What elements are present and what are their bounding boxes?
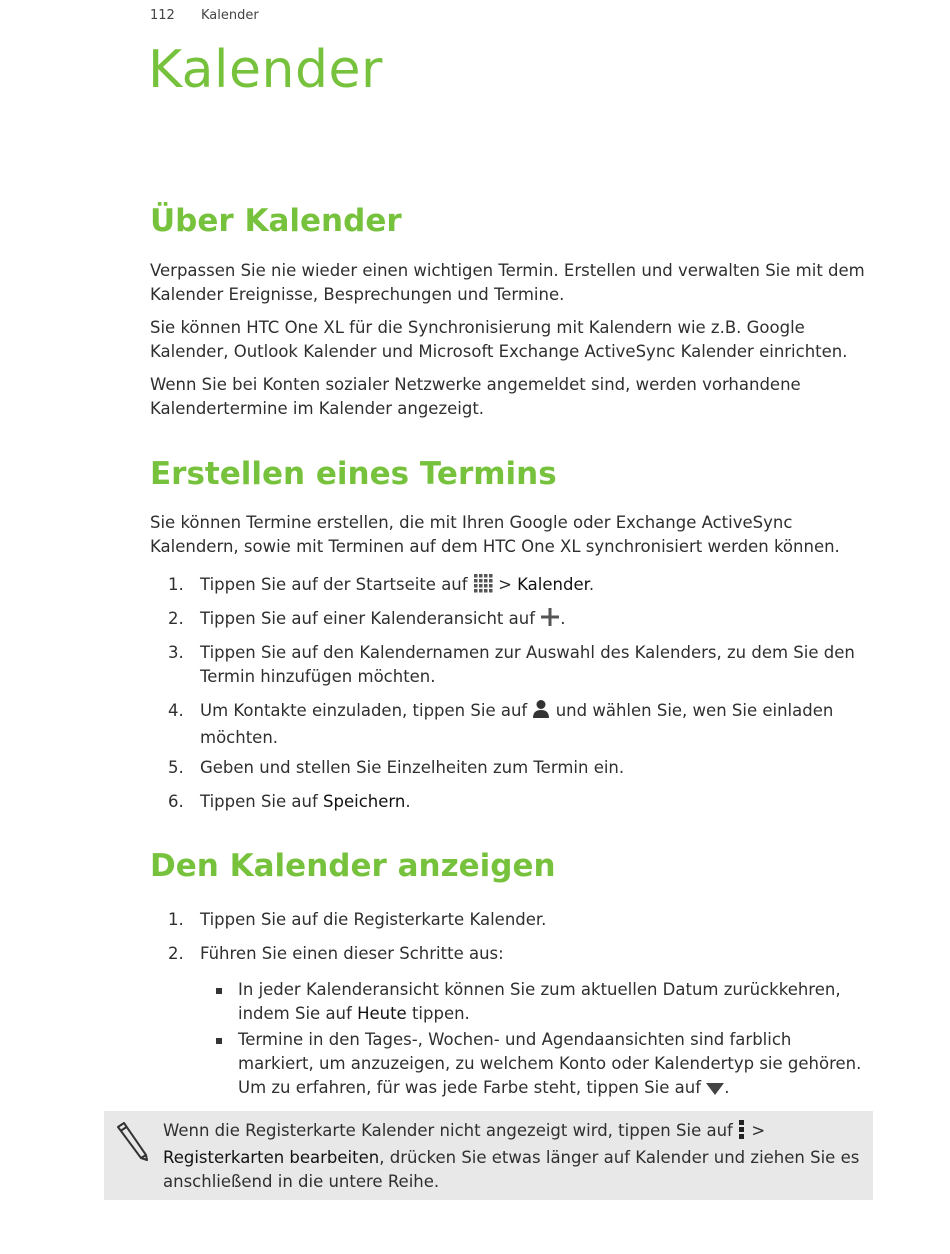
ui-label-speichern: Speichern	[323, 792, 406, 811]
separator: >	[746, 1121, 766, 1140]
note-text: Wenn die Registerkarte Kalender nicht angezeigt wird, tippen Sie auf	[163, 1121, 733, 1140]
step-number: 3.	[168, 643, 184, 662]
paragraph: Wenn Sie bei Konten sozialer Netzwerke angemeldet sind, werden vorhandene Kalendertermine im Kalender angezeigt.	[150, 375, 801, 418]
bullet-text: Termine in den Tages-, Wochen- und Agendaansichten sind farblich markiert, um anzuzeigen, zu welchem Konto oder Kalendertyp sie gehören. Um zu erfahren, für was jede Farbe steht, tippen Sie auf	[238, 1030, 862, 1097]
step-text: Tippen Sie auf einer Kalenderansicht auf	[200, 609, 536, 628]
step-number: 1.	[168, 910, 184, 929]
apps-grid-icon	[473, 573, 493, 600]
page-number: 112	[150, 8, 175, 23]
section-heading-erstellen: Erstellen eines Termins	[150, 456, 557, 492]
ui-label-registerkarten-bearbeiten: Registerkarten bearbeiten	[163, 1148, 380, 1167]
step-text: Geben und stellen Sie Einzelheiten zum Termin ein.	[200, 758, 625, 777]
step-text: Tippen Sie auf die Registerkarte Kalender.	[200, 910, 547, 929]
separator: >	[492, 575, 518, 594]
note-box: Wenn die Registerkarte Kalender nicht angezeigt wird, tippen Sie auf > Registerkarten bearbeiten, drücken Sie etwas länger auf Kalender und ziehen Sie es anschließend in die untere Reihe.	[104, 1111, 873, 1200]
step-text: Tippen Sie auf den Kalendernamen zur Auswahl des Kalenders, zu dem Sie den Termin hinzufügen möchten.	[200, 643, 855, 686]
header-section: Kalender	[200, 8, 259, 23]
step-number: 4.	[168, 701, 184, 720]
step-number: 2.	[168, 944, 184, 963]
plus-icon	[540, 607, 560, 634]
bullet-text: In jeder Kalenderansicht können Sie zum aktuellen Datum zurückkehren, indem Sie auf	[238, 980, 841, 1023]
step-number: 5.	[168, 758, 184, 777]
step-number: 6.	[168, 792, 184, 811]
step-text: Tippen Sie auf der Startseite auf	[200, 575, 468, 594]
person-icon	[532, 699, 550, 726]
bullet-square-icon	[216, 988, 222, 994]
step-text: Führen Sie einen dieser Schritte aus:	[200, 944, 504, 963]
step-number: 1.	[168, 575, 184, 594]
page-header	[150, 8, 259, 23]
ui-label-kalender: Kalender	[517, 575, 589, 594]
step-number: 2.	[168, 609, 184, 628]
step-text: Um Kontakte einzuladen, tippen Sie auf	[200, 701, 528, 720]
paragraph: Sie können Termine erstellen, die mit Ihren Google oder Exchange ActiveSync Kalendern, sowie mit Terminen auf dem HTC One XL synchronisiert werden können.	[150, 513, 840, 556]
triangle-down-icon	[706, 1079, 724, 1103]
more-vertical-icon	[738, 1119, 746, 1146]
paragraph: Verpassen Sie nie wieder einen wichtigen Termin. Erstellen und verwalten Sie mit dem Kalender Ereignisse, Besprechungen und Termine.	[150, 261, 865, 304]
ui-label-heute: Heute	[357, 1004, 407, 1023]
bullet-square-icon	[216, 1038, 222, 1044]
section-heading-ueber-kalender: Über Kalender	[150, 203, 402, 239]
section-heading-anzeigen: Den Kalender anzeigen	[150, 848, 556, 884]
pencil-icon	[114, 1121, 150, 1165]
page-title: Kalender	[148, 40, 383, 100]
step-text: Tippen Sie auf	[200, 792, 324, 811]
paragraph: Sie können HTC One XL für die Synchronisierung mit Kalendern wie z.B. Google Kalender, Outlook Kalender und Microsoft Exchange ActiveSync Kalender einrichten.	[150, 318, 848, 361]
